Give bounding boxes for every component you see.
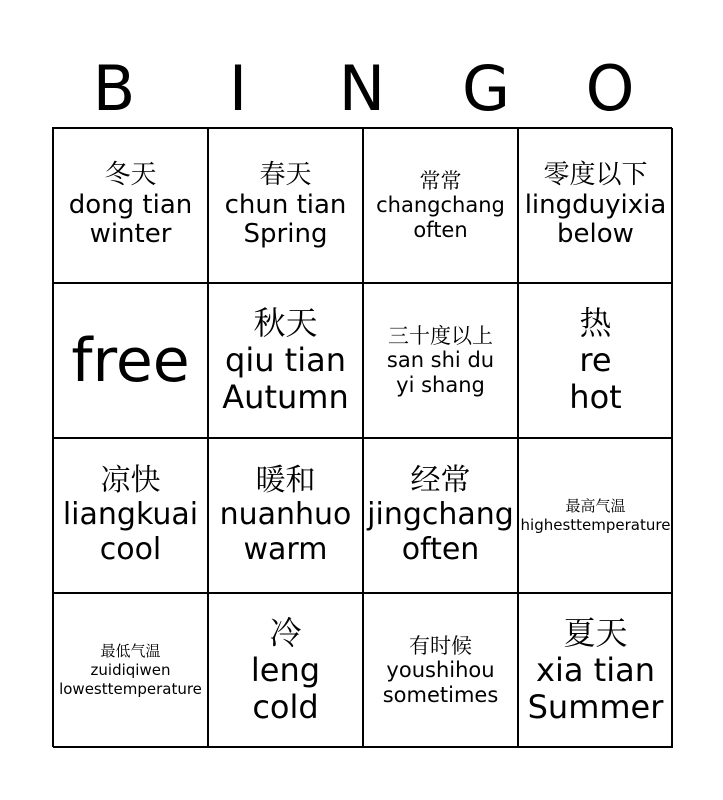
bingo-cell-r4-c2[interactable] <box>208 593 363 748</box>
cell-text-line: lingduyixia <box>524 189 667 220</box>
cell-text-line: 三十度以上 <box>388 324 493 349</box>
bingo-cell-r3-c3[interactable] <box>363 438 518 593</box>
cell-text-line: san shi du <box>386 348 495 373</box>
cell-text-line: Spring <box>243 219 328 250</box>
cell-text-line: highesttemperature <box>520 515 671 534</box>
cell-text-line: liangkuai <box>62 497 199 533</box>
bingo-header <box>52 50 672 128</box>
cell-text-line: re <box>579 341 612 380</box>
cell-text-line: 热 <box>579 304 612 343</box>
bingo-cell-r4-c1[interactable] <box>53 593 208 748</box>
bingo-cell-r2-c2[interactable] <box>208 283 363 438</box>
cell-text-line: sometimes <box>382 682 499 707</box>
cell-text-line: qiu tian <box>225 341 346 380</box>
cell-text-line: 秋天 <box>253 304 318 343</box>
header-letter-n: N <box>338 52 386 125</box>
cell-text-line: dong tian <box>68 189 193 220</box>
bingo-cell-r4-c3[interactable] <box>363 593 518 748</box>
header-letter-i: I <box>228 52 248 125</box>
cell-text-line: often <box>401 531 480 567</box>
cell-text-line: Autumn <box>222 377 349 416</box>
cell-text-line: Summer <box>527 687 664 726</box>
bingo-cell-r1-c1[interactable] <box>53 128 208 283</box>
cell-text-line: often <box>413 217 468 242</box>
bingo-cell-r3-c1[interactable] <box>53 438 208 593</box>
cell-text-line: warm <box>243 531 328 567</box>
cell-text-line: cool <box>99 531 162 567</box>
bingo-cell-r3-c4[interactable] <box>518 438 673 593</box>
cell-text-line: free <box>71 325 190 396</box>
cell-text-line: 有时候 <box>409 634 472 659</box>
cell-text-line: 最低气温 <box>100 642 161 661</box>
cell-text-line: below <box>557 219 634 250</box>
cell-text-line: jingchang <box>367 497 514 533</box>
bingo-cell-r2-c3[interactable] <box>363 283 518 438</box>
cell-text-line: lowesttemperature <box>59 679 202 698</box>
bingo-board <box>52 127 672 747</box>
cell-text-line: xia tian <box>536 651 655 690</box>
bingo-cell-r1-c3[interactable] <box>363 128 518 283</box>
cell-text-line: youshihou <box>386 658 495 683</box>
bingo-cell-r3-c2[interactable] <box>208 438 363 593</box>
cell-text-line: 冬天 <box>104 159 157 190</box>
bingo-cell-r2-c1[interactable] <box>53 283 208 438</box>
bingo-cell-r1-c2[interactable] <box>208 128 363 283</box>
cell-text-line: chun tian <box>224 189 347 220</box>
cell-text-line: 凉快 <box>100 462 161 498</box>
bingo-cell-r2-c4[interactable] <box>518 283 673 438</box>
cell-text-line: 零度以下 <box>543 159 648 190</box>
cell-text-line: 常常 <box>419 169 462 194</box>
header-letter-o: O <box>585 52 635 125</box>
header-letter-b: B <box>92 52 136 125</box>
cell-text-line: leng <box>250 651 321 690</box>
cell-text-line: 冷 <box>269 614 302 653</box>
cell-text-line: 夏天 <box>563 614 628 653</box>
cell-text-line: yi shang <box>396 372 485 397</box>
bingo-cell-r1-c4[interactable] <box>518 128 673 283</box>
header-letter-g: G <box>461 52 511 125</box>
cell-text-line: hot <box>569 377 622 416</box>
cell-text-line: changchang <box>376 193 505 218</box>
cell-text-line: 经常 <box>410 462 471 498</box>
bingo-cell-r4-c4[interactable] <box>518 593 673 748</box>
cell-text-line: 春天 <box>259 159 312 190</box>
cell-text-line: winter <box>89 219 172 250</box>
cell-text-line: cold <box>252 687 319 726</box>
cell-text-line: 最高气温 <box>565 496 626 515</box>
cell-text-line: nuanhuo <box>219 497 352 533</box>
cell-text-line: 暖和 <box>255 462 316 498</box>
cell-text-line: zuidiqiwen <box>90 661 171 680</box>
